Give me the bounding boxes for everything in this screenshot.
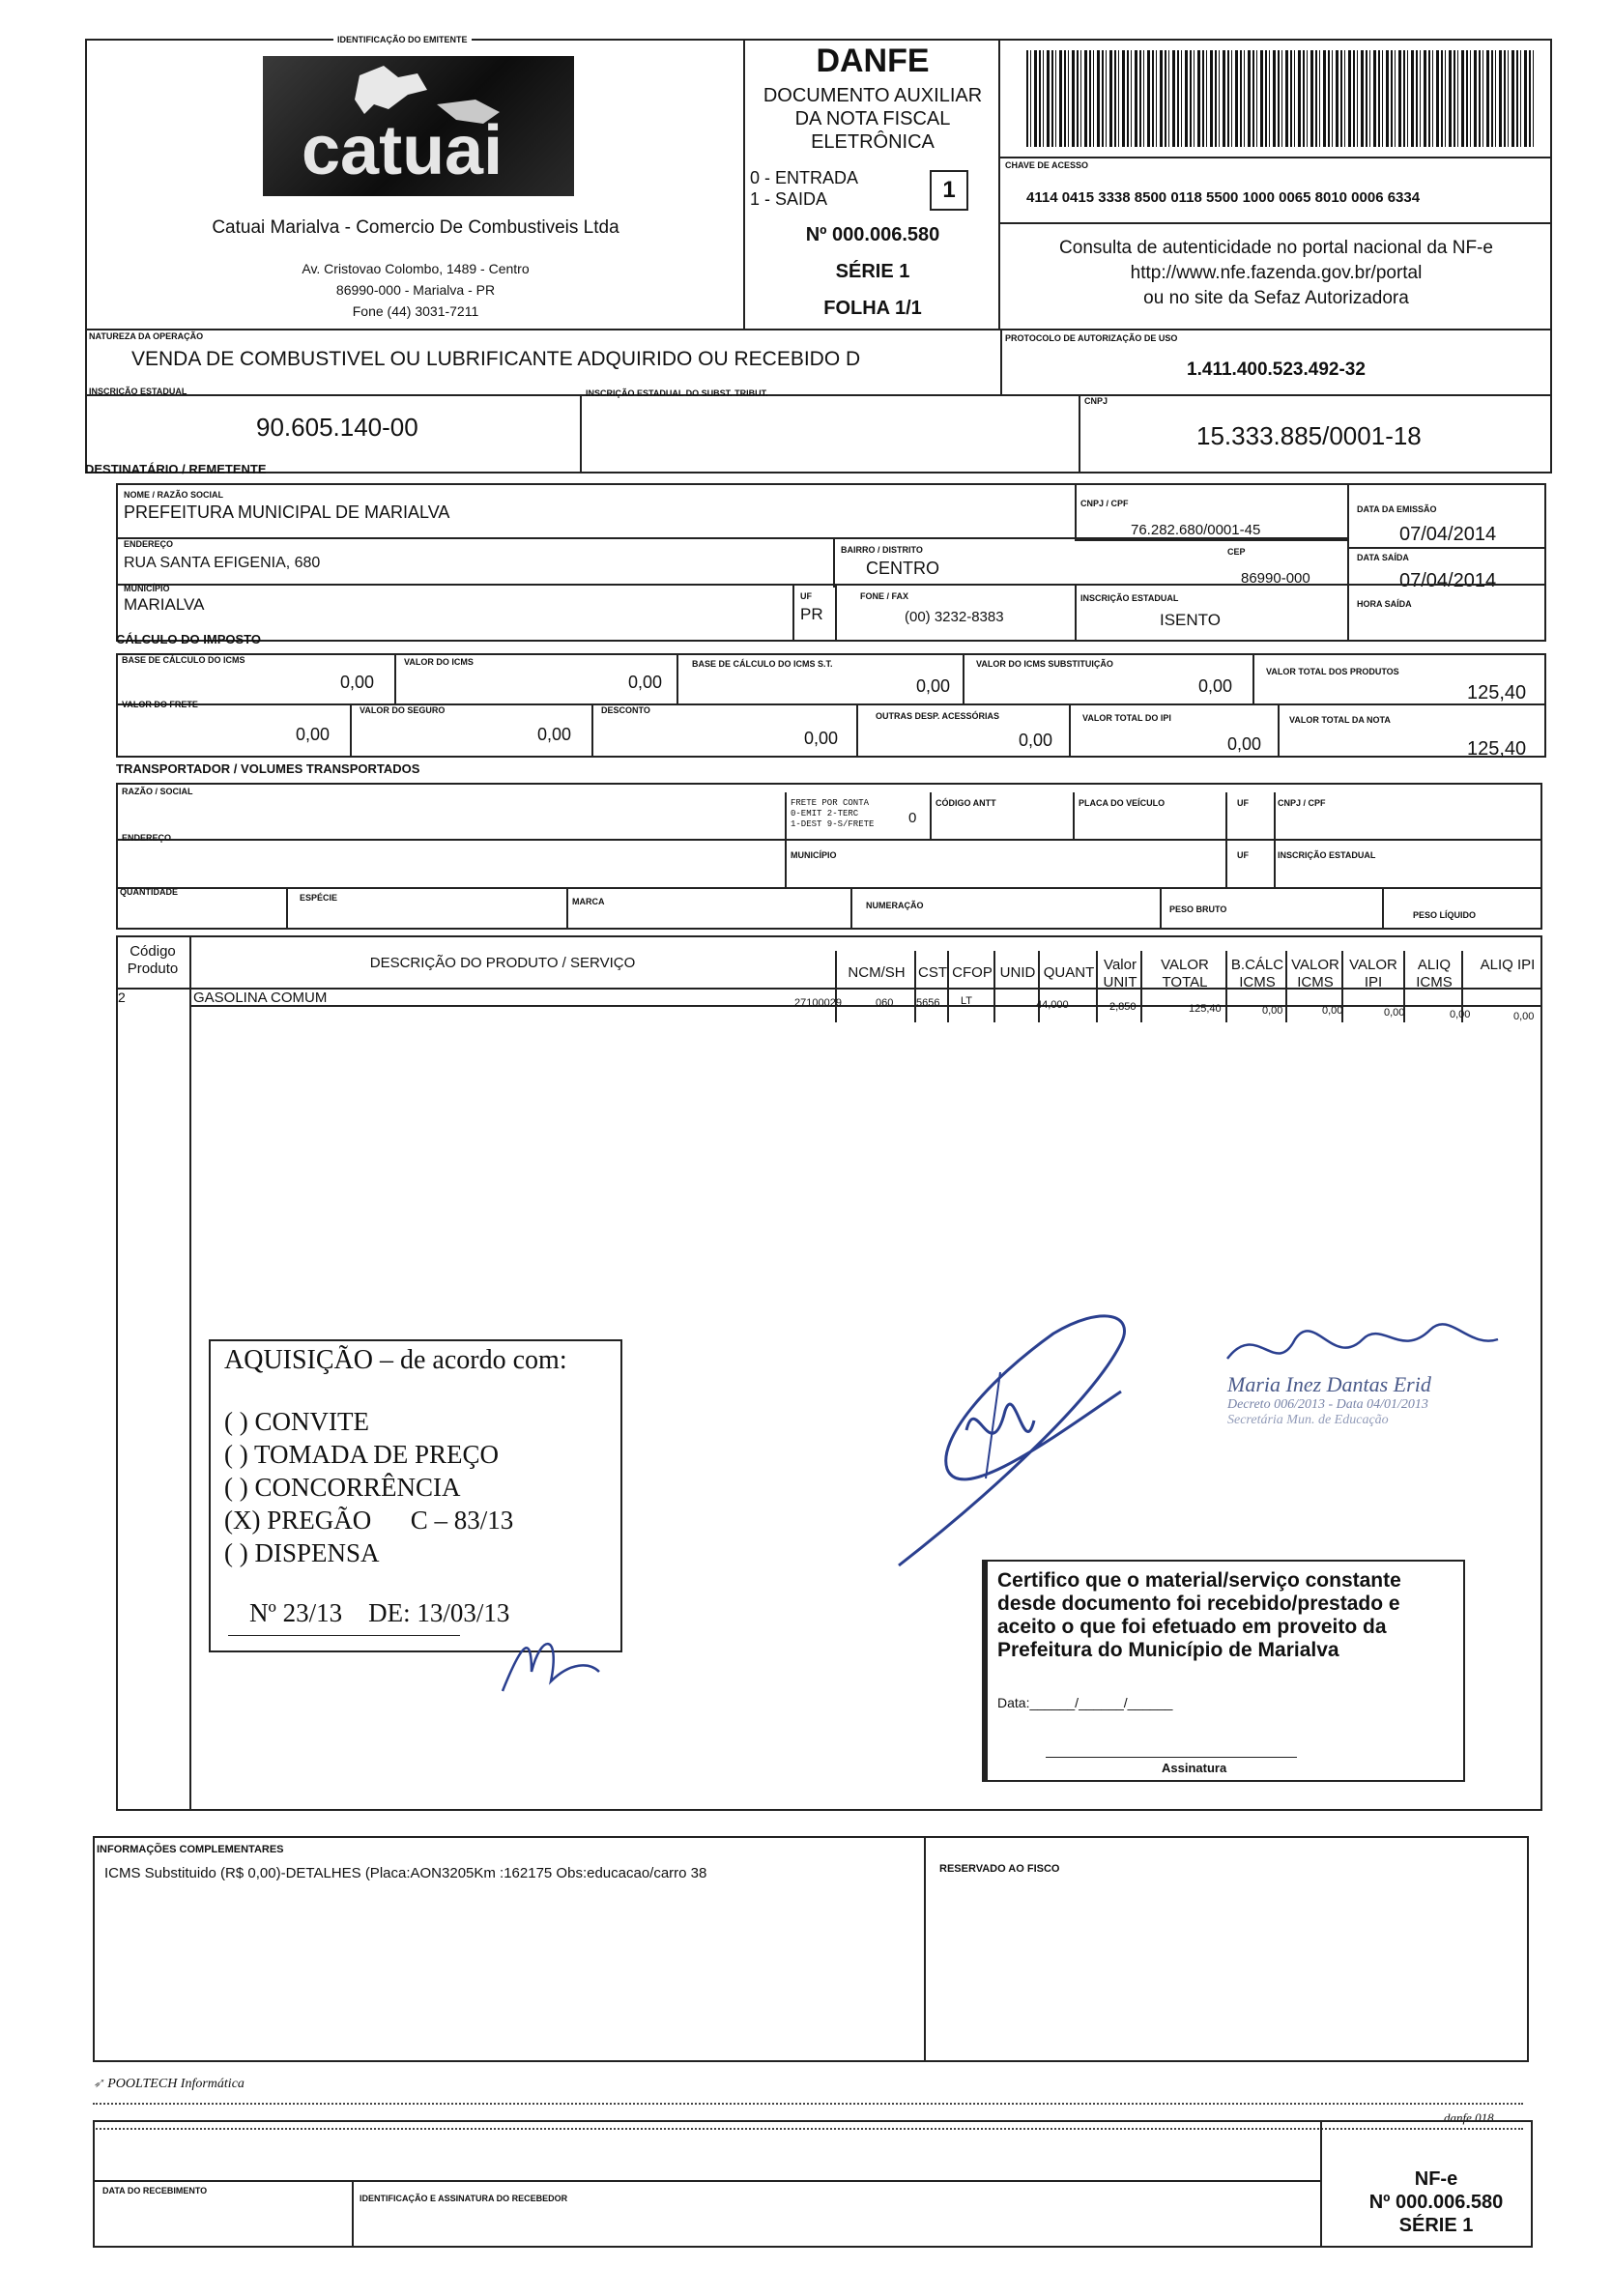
cell-aliqipi: 0,00 xyxy=(1513,1011,1535,1022)
identificacao-label: IDENTIFICAÇÃO E ASSINATURA DO RECEBEDOR xyxy=(360,2194,568,2203)
chave-value: 4114 0415 3338 8500 0118 5500 1000 0065 8010 0006 6334 xyxy=(1026,189,1421,206)
dest-municipio-label: MUNICÍPIO xyxy=(124,584,170,593)
stamp-option-dispensa: ( ) DISPENSA xyxy=(224,1538,380,1567)
transp-col-9 xyxy=(850,889,852,930)
cell-quant: 44,000 xyxy=(1036,999,1069,1011)
th-codigo: Código Produto xyxy=(127,943,179,977)
footer-dotted-line xyxy=(93,2103,1523,2105)
dest-uf: PR xyxy=(800,605,823,623)
th-cst: CST xyxy=(918,964,947,981)
cell-ncm: 27100029 xyxy=(794,997,842,1009)
consulta-line-2: http://www.nfe.fazenda.gov.br/portal xyxy=(1130,263,1423,283)
stamp-option-concorrencia: ( ) CONCORRÊNCIA xyxy=(224,1473,461,1502)
imposto-col-1 xyxy=(394,653,396,703)
th-vtotal: VALOR TOTAL xyxy=(1161,957,1209,990)
dest-cep: 86990-000 xyxy=(1241,570,1310,587)
certifico-assinatura: Assinatura xyxy=(1162,1761,1227,1775)
nfe-numero: Nº 000.006.580 xyxy=(1368,2192,1504,2213)
imposto-col-7 xyxy=(856,703,858,758)
destinatario-section: DESTINATÁRIO / REMETENTE xyxy=(85,462,267,476)
imposto-col-9 xyxy=(1278,703,1280,758)
dest-fone: (00) 3232-8383 xyxy=(905,609,1004,625)
th-vicms: VALOR ICMS xyxy=(1291,957,1339,990)
v-nota: 125,40 xyxy=(1467,738,1527,760)
cell-aliqicms: 0,00 xyxy=(1450,1009,1471,1020)
transp-ie-label: INSCRIÇÃO ESTADUAL xyxy=(1278,850,1376,860)
v-prod: 125,40 xyxy=(1467,682,1527,703)
aquisicao-stamp xyxy=(209,1339,622,1652)
natureza-label: NATUREZA DA OPERAÇÃO xyxy=(89,331,204,341)
frete-label: VALOR DO FRETE xyxy=(122,700,198,709)
chave-label: CHAVE DE ACESSO xyxy=(1005,160,1089,170)
danfe-numero: Nº 000.006.580 xyxy=(805,224,940,245)
seguro: 0,00 xyxy=(537,725,572,744)
nfe-label: NF-e xyxy=(1414,2168,1458,2190)
th-quant: QUANT xyxy=(1043,964,1095,981)
dest-endereco-label: ENDEREÇO xyxy=(124,539,174,549)
dest-data-saida: 07/04/2014 xyxy=(1399,570,1497,591)
emitente-phone: Fone (44) 3031-7211 xyxy=(352,303,479,319)
th-vipi: VALOR IPI xyxy=(1349,957,1397,990)
cnpj-value: 15.333.885/0001-18 xyxy=(1196,421,1422,450)
emitente-label: IDENTIFICAÇÃO DO EMITENTE xyxy=(333,35,472,44)
transp-frete-conta xyxy=(791,798,874,830)
cell-cst: 060 xyxy=(876,997,894,1009)
bc-icms-label: BASE DE CÁLCULO DO ICMS xyxy=(122,655,245,665)
v-icms: 0,00 xyxy=(628,673,663,692)
logo-horse-icon xyxy=(263,56,574,196)
dest-data-saida-label: DATA SAÍDA xyxy=(1357,553,1409,562)
ie-value: 90.605.140-00 xyxy=(256,413,418,442)
table-column-divider xyxy=(993,951,995,1022)
danfe-tipo: 1 xyxy=(942,177,956,203)
info-value: ICMS Substituido (R$ 0,00)-DETALHES (Placa:AON3205Km :162175 Obs:educacao/carro 38 xyxy=(104,1865,707,1881)
imposto-col-2 xyxy=(676,653,678,703)
dest-data-emissao: 07/04/2014 xyxy=(1399,524,1497,545)
dest-cnpj: 76.282.680/0001-45 xyxy=(1131,522,1261,538)
table-column-divider xyxy=(947,951,949,1022)
stamp-option-tomada: ( ) TOMADA DE PREÇO xyxy=(224,1440,500,1469)
v-st-label: VALOR DO ICMS SUBSTITUIÇÃO xyxy=(976,659,1113,669)
danfe-saida: 1 - SAIDA xyxy=(750,189,828,209)
signature-stamp xyxy=(1227,1372,1537,1428)
natureza-value: VENDA DE COMBUSTIVEL OU LUBRIFICANTE ADQUIRIDO OU RECEBIDO D xyxy=(131,348,861,370)
stamp-option-convite: ( ) CONVITE xyxy=(224,1407,369,1436)
dest-hora-saida-label: HORA SAÍDA xyxy=(1357,599,1412,609)
cell-codigo: 2 xyxy=(118,990,126,1005)
transp-col-6 xyxy=(785,841,787,889)
dest-fone-label: FONE / FAX xyxy=(860,591,909,601)
th-unid: UNID xyxy=(999,964,1036,981)
identificacao-box xyxy=(352,2180,1320,2248)
signature-stamp-line3: Secretária Mun. de Educação xyxy=(1227,1413,1389,1427)
th-aliqipi: ALIQ IPI xyxy=(1480,957,1536,973)
initials-signature xyxy=(493,1623,609,1701)
v-st: 0,00 xyxy=(1198,676,1233,696)
dest-nome-label: NOME / RAZÃO SOCIAL xyxy=(124,490,223,500)
cell-descricao: GASOLINA COMUM xyxy=(193,990,328,1006)
ie-label: INSCRIÇÃO ESTADUAL xyxy=(89,387,187,396)
cell-cfop: 5656 xyxy=(916,997,940,1009)
logo-text: catuai xyxy=(302,112,504,189)
v-prod-label: VALOR TOTAL DOS PRODUTOS xyxy=(1266,667,1399,676)
frete-conta-2: 0-EMIT 2-TERC xyxy=(791,809,859,818)
nfe-serie: SÉRIE 1 xyxy=(1398,2215,1474,2236)
consulta-line-1: Consulta de autenticidade no portal nacional da NF-e xyxy=(1059,238,1493,258)
frete: 0,00 xyxy=(296,725,331,744)
frete-conta-3: 1-DEST 9-S/FRETE xyxy=(791,819,875,829)
desconto: 0,00 xyxy=(804,729,839,748)
table-column-divider xyxy=(189,935,191,1811)
transportador-section: TRANSPORTADOR / VOLUMES TRANSPORTADOS xyxy=(116,761,420,776)
danfe-subtitle-2: DA NOTA FISCAL xyxy=(794,108,951,129)
danfe-subtitle-1: DOCUMENTO AUXILIAR xyxy=(763,85,983,106)
consulta-line-3: ou no site da Sefaz Autorizadora xyxy=(1143,288,1409,308)
cell-vunit: 2,850 xyxy=(1109,1001,1137,1013)
dest-data-saida-divider xyxy=(1347,547,1546,549)
cell-vicms: 0,00 xyxy=(1322,1005,1343,1017)
desconto-label: DESCONTO xyxy=(601,705,650,715)
stamp-title: AQUISIÇÃO – de acordo com: xyxy=(224,1345,567,1375)
imposto-divider xyxy=(116,703,1546,705)
bc-st-label: BASE DE CÁLCULO DO ICMS S.T. xyxy=(692,659,833,669)
dest-endereco: RUA SANTA EFIGENIA, 680 xyxy=(124,555,321,571)
transp-endereco-label: ENDEREÇO xyxy=(122,833,172,843)
pooltech-icon: ➶ xyxy=(93,2077,108,2091)
danfe-folha: FOLHA 1/1 xyxy=(823,298,922,319)
v-icms-label: VALOR DO ICMS xyxy=(404,657,474,667)
transp-row-2 xyxy=(116,839,1542,841)
transp-col-3 xyxy=(1073,792,1075,841)
transp-peso-liquido-label: PESO LÍQUIDO xyxy=(1413,910,1477,920)
frete-conta-1: FRETE POR CONTA xyxy=(791,798,870,808)
danfe-entrada: 0 - ENTRADA xyxy=(750,168,859,187)
transp-peso-bruto-label: PESO BRUTO xyxy=(1169,904,1227,914)
outras: 0,00 xyxy=(1019,731,1053,750)
stamp-numero: Nº 23/13 DE: 13/03/13 xyxy=(249,1598,510,1627)
cell-vtotal: 125,40 xyxy=(1189,1003,1222,1015)
outras-label: OUTRAS DESP. ACESSÓRIAS xyxy=(876,711,1000,721)
cell-unid: LT xyxy=(961,995,973,1007)
transp-col-7 xyxy=(286,889,288,930)
transp-col-5 xyxy=(1274,792,1276,889)
bc-st: 0,00 xyxy=(916,676,951,696)
dest-cnpj-label: CNPJ / CPF xyxy=(1080,499,1129,508)
protocolo-value: 1.411.400.523.492-32 xyxy=(1187,359,1366,380)
transp-numeracao-label: NUMERAÇÃO xyxy=(866,901,924,910)
dest-bairro-label: BAIRRO / DISTRITO xyxy=(841,545,923,555)
table-column-divider xyxy=(914,951,916,1022)
table-column-divider xyxy=(835,951,837,1022)
pooltech-text: POOLTECH Informática xyxy=(107,2077,245,2091)
dest-ie-label: INSCRIÇÃO ESTADUAL xyxy=(1080,593,1179,603)
ie-st-box xyxy=(580,394,1063,474)
th-cfop: CFOP xyxy=(952,964,993,981)
imposto-col-3 xyxy=(963,653,964,703)
transp-quantidade-label: QUANTIDADE xyxy=(120,887,178,897)
imposto-col-6 xyxy=(591,703,593,758)
transp-col-11 xyxy=(1382,889,1384,930)
cell-vipi: 0,00 xyxy=(1384,1007,1405,1019)
th-vunit: Valor UNIT xyxy=(1103,957,1137,990)
transp-cnpj-label: CNPJ / CPF xyxy=(1278,798,1326,808)
signature-stamp-name: Maria Inez Dantas Erid xyxy=(1227,1372,1431,1396)
pooltech-brand xyxy=(93,2076,245,2092)
emitente-address-1: Av. Cristovao Colombo, 1489 - Centro xyxy=(302,261,530,276)
table-column-divider xyxy=(1038,951,1040,1022)
stamp-option-pregao: (X) PREGÃO C – 83/13 xyxy=(224,1506,514,1535)
certifico-stamp xyxy=(982,1560,1465,1782)
signature-stamp-line2: Decreto 006/2013 - Data 04/01/2013 xyxy=(1227,1397,1428,1412)
danfe-code: danfe.018 xyxy=(1444,2110,1494,2125)
th-descricao: DESCRIÇÃO DO PRODUTO / SERVIÇO xyxy=(369,955,636,971)
recebimento-label: DATA DO RECEBIMENTO xyxy=(102,2186,208,2196)
transp-marca-label: MARCA xyxy=(572,897,605,906)
transp-col-10 xyxy=(1160,889,1162,930)
transp-placa-label: PLACA DO VEÍCULO xyxy=(1079,798,1166,808)
company-logo xyxy=(263,56,574,196)
ipi-label: VALOR TOTAL DO IPI xyxy=(1082,713,1171,723)
dest-ie: ISENTO xyxy=(1160,611,1221,629)
transp-razao-label: RAZÃO / SOCIAL xyxy=(122,787,193,796)
dest-data-emissao-label: DATA DA EMISSÃO xyxy=(1357,504,1437,514)
seguro-label: VALOR DO SEGURO xyxy=(360,705,446,715)
transp-especie-label: ESPÉCIE xyxy=(300,893,338,903)
imposto-col-5 xyxy=(350,703,352,758)
dest-uf-label: UF xyxy=(800,591,812,601)
emitente-address-2: 86990-000 - Marialva - PR xyxy=(335,282,496,298)
protocolo-label: PROTOCOLO DE AUTORIZAÇÃO DE USO xyxy=(1005,333,1178,343)
th-aliqicms: ALIQ ICMS xyxy=(1416,957,1453,990)
cnpj-label: CNPJ xyxy=(1084,396,1108,406)
certifico-text: Certifico que o material/serviço constante desde documento foi recebido/prestado e aceito o que foi efetuado em proveito da Prefeitura do Município de Marialva xyxy=(997,1569,1401,1661)
frete-conta-value: 0 xyxy=(908,810,917,826)
danfe-serie: SÉRIE 1 xyxy=(835,261,910,282)
danfe-subtitle-3: ELETRÔNICA xyxy=(811,131,935,153)
info-label: INFORMAÇÕES COMPLEMENTARES xyxy=(97,1844,284,1855)
ie-st-label: INSCRIÇÃO ESTADUAL DO SUBST. TRIBUT. xyxy=(586,388,768,398)
dest-nome: PREFEITURA MUNICIPAL DE MARIALVA xyxy=(124,502,450,522)
fisco-label: RESERVADO AO FISCO xyxy=(939,1863,1060,1875)
cell-bcicms: 0,00 xyxy=(1262,1005,1283,1017)
imposto-col-4 xyxy=(1252,653,1254,703)
certifico-data: Data:______/______/______ xyxy=(997,1695,1173,1710)
imposto-section: CÁLCULO DO IMPOSTO xyxy=(116,632,261,646)
th-ncm: NCM/SH xyxy=(848,964,906,981)
danfe-title: DANFE xyxy=(816,43,930,79)
bc-icms: 0,00 xyxy=(340,673,375,692)
transp-uf-label: UF xyxy=(1237,798,1249,808)
transp-row-3 xyxy=(116,887,1542,889)
access-key-barcode xyxy=(1026,50,1537,147)
transp-uf2-label: UF xyxy=(1237,850,1249,860)
danfe-tipo-box xyxy=(930,170,968,211)
dest-bairro: CENTRO xyxy=(866,559,939,578)
transp-col-8 xyxy=(566,889,568,930)
dest-municipio: MARIALVA xyxy=(124,595,205,614)
v-nota-label: VALOR TOTAL DA NOTA xyxy=(1289,715,1391,725)
transp-col-4 xyxy=(1225,792,1227,889)
th-bcicms: B.CÁLC ICMS xyxy=(1230,957,1284,990)
transp-antt-label: CÓDIGO ANTT xyxy=(936,798,996,808)
dest-cep-label: CEP xyxy=(1227,547,1246,557)
ipi: 0,00 xyxy=(1227,734,1262,754)
imposto-col-8 xyxy=(1069,703,1071,758)
transp-municipio-label: MUNICÍPIO xyxy=(791,850,837,860)
emitente-name: Catuai Marialva - Comercio De Combustiveis Ltda xyxy=(212,217,619,238)
